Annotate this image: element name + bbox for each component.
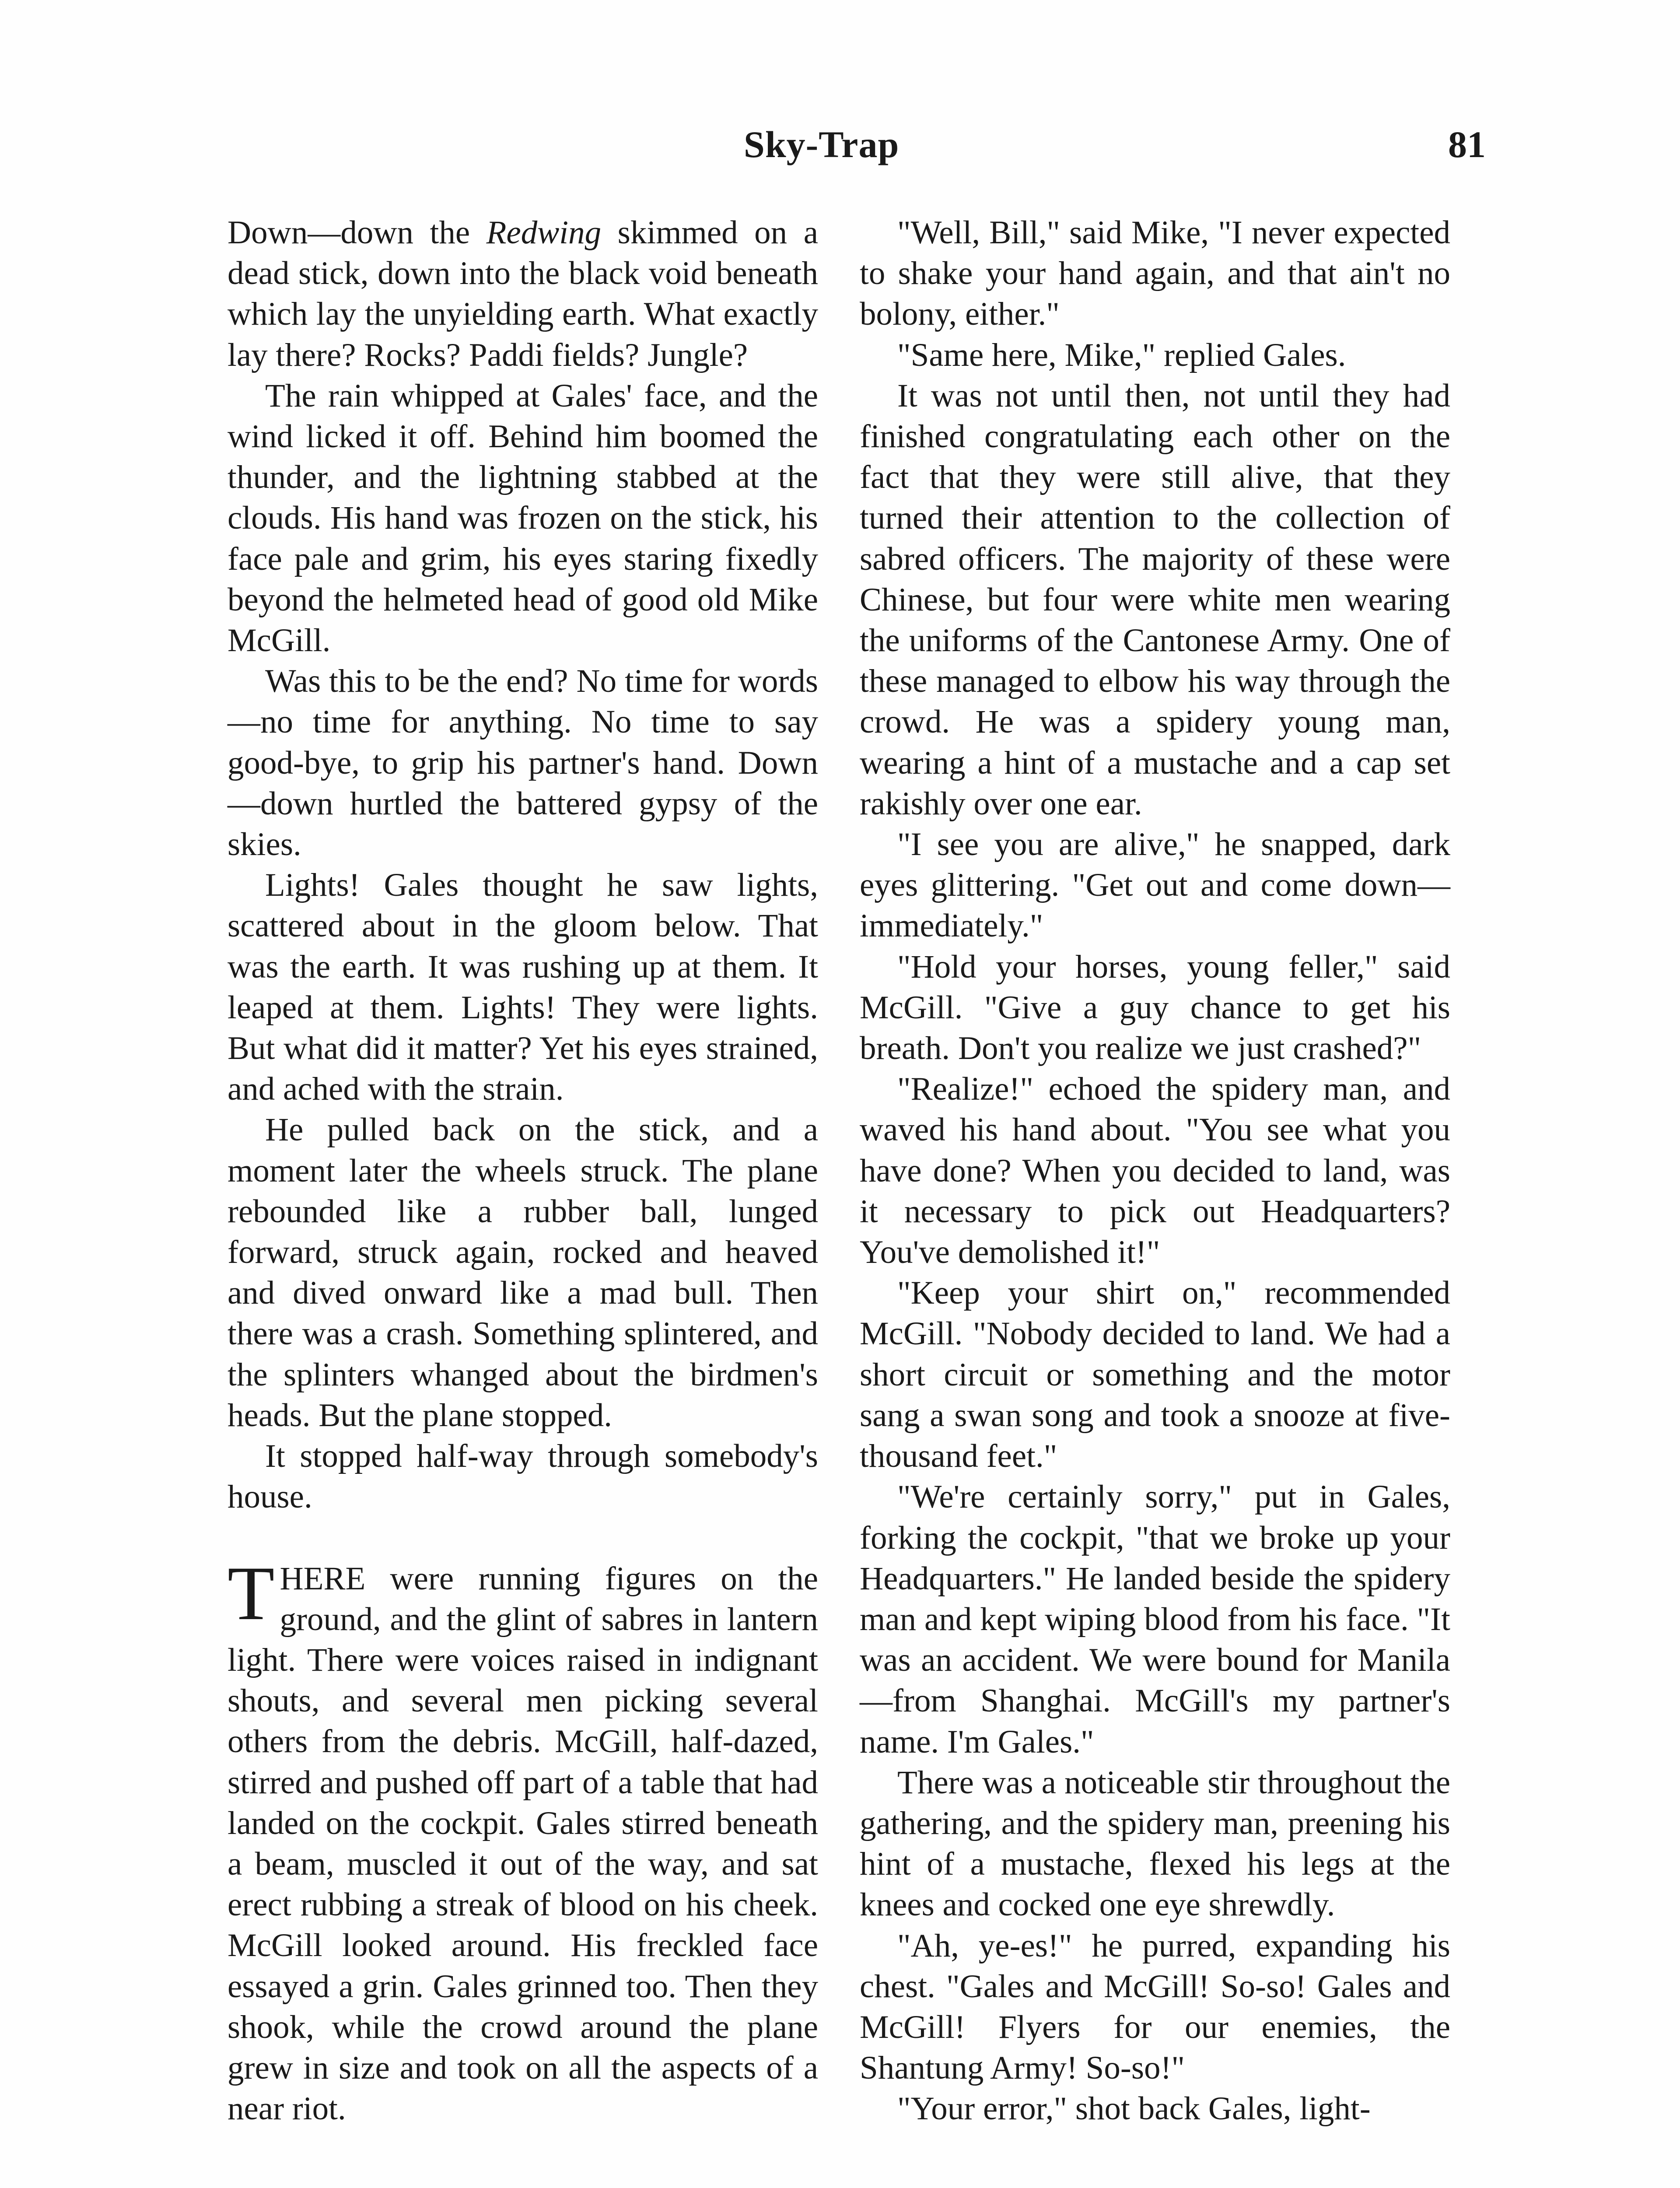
paragraph: "Well, Bill," said Mike, "I never expected to shake your hand again, and that ain't no bolony, either." [860,214,1450,333]
paragraph: "We're certainly sorry," put in Gales, forking the cockpit, "that we broke up your Headquarters." He landed beside the spidery man and kept wiping blood from his face. "It was an accident. We were bound for Manila—from Shanghai. McGill's my partner's name. I'm Gales." [860,1479,1450,1760]
paragraph: There was a noticeable stir throughout the gathering, and the spidery man, preening his hint of a mustache, flexed his legs at the knees and cocked one eye shrewdly. [860,1764,1450,1923]
paragraph: "Your error," shot back Gales, light- [897,2090,1371,2127]
section-break [228,1518,818,1558]
paragraph: The rain whipped at Gales' face, and the wind licked it off. Behind him boomed the thunder, and the lightning stabbed at the clouds. His hand was frozen on the stick, his face pale and grim, his eyes staring fixedly beyond the helmeted head of good old Mike McGill. [228,377,818,659]
paragraph-text: Down—down the [228,214,486,251]
paragraph: Was this to be the end? No time for words—no time for anything. No time to say good-bye, to grip his partner's hand. Down—down hurtled the battered gypsy of the skies. [228,663,818,863]
paragraph: "Realize!" echoed the spidery man, and waved his hand about. "You see what you have done? When you decided to land, was it necessary to pick out Headquarters? You've demolished it!" [860,1071,1450,1271]
paragraph: "Same here, Mike," replied Gales. [897,337,1346,373]
paragraph: It was not until then, not until they had finished congratulating each other on the fact that they were still alive, that they turned their attention to the collection of sabred officers. The majority of these were Chinese, but four were white men wearing the uniforms of the Cantonese Army. One of these managed to elbow his way through the crowd. He was a spidery young man, wearing a hint of a mustache and a cap set rakishly over one ear. [860,377,1450,822]
left-column [228,212,818,2129]
paragraph: "I see you are alive," he snapped, dark eyes glittering. "Get out and come down—immediately." [860,826,1450,944]
paragraph: It stopped half-way through somebody's house. [228,1438,818,1515]
ship-name: Redwing [486,214,602,251]
paragraph [228,1550,818,2129]
paragraph [228,212,818,375]
page-number: 81 [1448,123,1486,165]
drop-cap: T [228,1550,275,1636]
paragraph: He pulled back on the stick, and a moment later the wheels struck. The plane rebounded like a rubber ball, lunged forward, struck again, rocked and heaved and dived onward like a mad bull. Then there was a crash. Something splintered, and the splinters whanged about the birdmen's heads. But the plane stopped. [228,1112,818,1434]
paragraph-text: skimmed on a dead stick, down into the black void beneath which lay the unyielding earth. What exactly lay there? Rocks? Paddi fields? Jungle? [228,214,818,373]
paragraph: "Keep your shirt on," recommended McGill. "Nobody decided to land. We had a short circuit or something and the motor sang a swan song and took a snooze at five-thousand feet." [860,1275,1450,1475]
paragraph: "Ah, ye-es!" he purred, expanding his chest. "Gales and McGill! So-so! Gales and McGill! Flyers for our enemies, the Shantung Army! So-so!" [860,1927,1450,2086]
paragraph: "Hold your horses, young feller," said McGill. "Give a guy chance to get his breath. Don't you realize we just crashed?" [860,948,1450,1067]
right-column [860,212,1450,2129]
running-title: Sky-Trap [744,123,900,165]
paragraph: Lights! Gales thought he saw lights, scattered about in the gloom below. That was the earth. It was rushing up at them. It leaped at them. Lights! They were lights. But what did it matter? Yet his eyes strained, and ached with the strain. [228,867,818,1108]
paragraph-text: HERE were running figures on the ground, and the glint of sabres in lantern light. There were voices raised in indignant shouts, and several men picking several others from the debris. McGill, half-dazed, stirred and pushed off part of a table that had landed on the cockpit. Gales stirred beneath a beam, muscled it out of the way, and sat erect rubbing a streak of blood on his cheek. McGill looked around. His freckled face essayed a grin. Gales grinned too. Then they shook, while the crowd around the plane grew in size and took on all the aspects of a near riot. [228,1560,818,2127]
